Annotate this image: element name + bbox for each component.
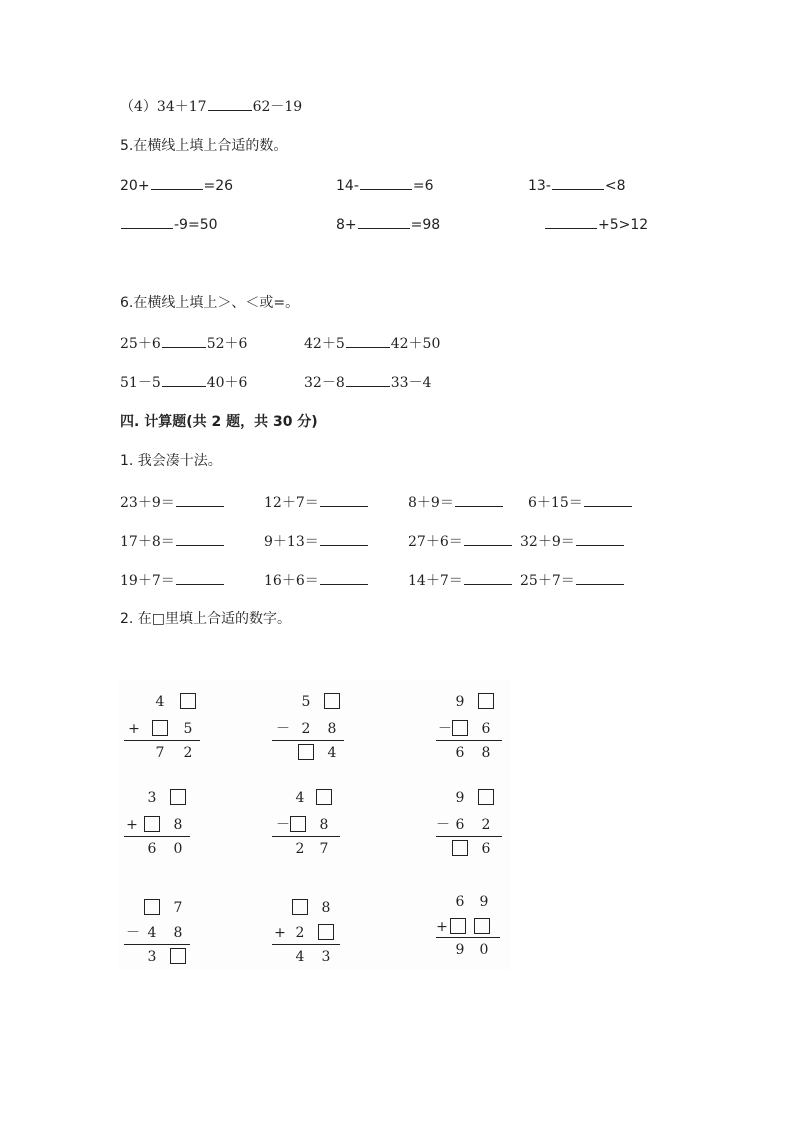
section-5-title: 5.在横线上填上合适的数。	[120, 138, 288, 154]
answer-blank[interactable]	[346, 373, 390, 387]
left-expression: 25＋6	[120, 336, 161, 352]
left-expression: 51－5	[120, 375, 161, 391]
sum-line	[436, 836, 502, 837]
section-6-title: 6.在横线上填上＞、＜或=。	[120, 295, 300, 311]
digit: 0	[479, 942, 489, 958]
operator: +	[128, 721, 140, 737]
answer-box[interactable]	[324, 693, 340, 709]
sum-line	[436, 937, 500, 938]
fill-item	[336, 176, 434, 195]
digit: 6	[455, 894, 465, 910]
part-4-title: 四. 计算题(共 2 题，共 30 分)	[120, 414, 318, 430]
fill-item	[120, 176, 233, 195]
digit: 6	[455, 745, 465, 761]
calc-item	[120, 492, 225, 512]
digit: 4	[295, 790, 305, 806]
digit: 5	[183, 721, 193, 737]
digit: 7	[319, 841, 329, 857]
compare-item	[304, 373, 431, 392]
answer-blank[interactable]	[358, 215, 410, 229]
digit: 2	[301, 721, 311, 737]
answer-box[interactable]	[290, 816, 306, 832]
expression: 6＋15＝	[528, 495, 583, 511]
answer-box[interactable]	[152, 720, 168, 736]
vertical-problem	[124, 786, 200, 866]
prefix: 13-	[528, 178, 551, 194]
answer-blank[interactable]	[576, 532, 624, 546]
vertical-problem	[124, 690, 200, 770]
answer-blank[interactable]	[121, 215, 173, 229]
left-expression: 42＋5	[304, 336, 345, 352]
suffix: -9=50	[174, 217, 218, 233]
operator: －	[438, 721, 452, 737]
answer-blank[interactable]	[176, 493, 224, 507]
digit: 2	[183, 745, 193, 761]
answer-blank[interactable]	[455, 493, 503, 507]
operator: －	[436, 817, 450, 833]
sum-line	[272, 836, 340, 837]
answer-box[interactable]	[298, 744, 314, 760]
answer-box[interactable]	[318, 924, 334, 940]
vertical-problem	[272, 786, 348, 866]
answer-blank[interactable]	[360, 176, 412, 190]
answer-box[interactable]	[170, 948, 186, 964]
sum-line	[124, 944, 190, 945]
answer-blank[interactable]	[552, 176, 604, 190]
digit: 3	[147, 790, 157, 806]
answer-blank[interactable]	[162, 373, 206, 387]
vertical-problem	[436, 786, 512, 866]
prefix: 14-	[336, 178, 359, 194]
answer-blank[interactable]	[162, 334, 206, 348]
expression: 19＋7＝	[120, 573, 175, 589]
right-expression: 62－19	[252, 99, 303, 115]
digit: 6	[481, 841, 491, 857]
calc-1-title: 1. 我会凑十法。	[120, 453, 222, 469]
vertical-problem	[436, 890, 512, 970]
sum-line	[124, 836, 190, 837]
suffix: =6	[412, 178, 434, 194]
answer-blank[interactable]	[464, 532, 512, 546]
digit: 2	[295, 841, 305, 857]
digit: 0	[173, 841, 183, 857]
answer-blank[interactable]	[464, 571, 512, 585]
digit: 3	[321, 949, 331, 965]
sum-line	[124, 740, 200, 741]
compare-item	[120, 334, 247, 353]
answer-blank[interactable]	[208, 97, 252, 111]
calc-item	[408, 570, 513, 590]
expression: 8＋9＝	[408, 495, 454, 511]
right-expression: 42＋50	[390, 336, 441, 352]
sum-line	[436, 740, 502, 741]
fill-item	[544, 215, 648, 234]
digit: 4	[327, 745, 337, 761]
digit: 5	[301, 694, 311, 710]
operator: －	[276, 817, 290, 833]
right-expression: 40＋6	[206, 375, 248, 391]
calc-item	[408, 531, 513, 551]
answer-box[interactable]	[452, 720, 468, 736]
answer-blank[interactable]	[320, 493, 368, 507]
digit: 4	[147, 925, 157, 941]
calc-item	[528, 492, 633, 512]
digit: 8	[173, 925, 183, 941]
digit: 9	[455, 694, 465, 710]
answer-blank[interactable]	[584, 493, 632, 507]
compare-item	[120, 373, 247, 392]
digit: 8	[321, 900, 331, 916]
answer-blank[interactable]	[320, 532, 368, 546]
answer-box[interactable]	[474, 918, 490, 934]
answer-box[interactable]	[144, 816, 160, 832]
operator: +	[274, 925, 286, 941]
right-expression: 33－4	[390, 375, 432, 391]
digit: 7	[173, 900, 183, 916]
digit: 9	[479, 894, 489, 910]
digit: 8	[319, 817, 329, 833]
calc-item	[264, 492, 369, 512]
calc-item	[520, 531, 625, 551]
prefix: 8+	[336, 217, 357, 233]
answer-box[interactable]	[180, 693, 196, 709]
operator: －	[126, 925, 140, 941]
answer-blank[interactable]	[151, 176, 203, 190]
suffix: =98	[410, 217, 441, 233]
expression: 12＋7＝	[264, 495, 319, 511]
vertical-problem	[436, 690, 512, 770]
fill-item	[528, 176, 626, 195]
answer-blank[interactable]	[346, 334, 390, 348]
vertical-problem	[124, 896, 200, 976]
answer-box[interactable]	[144, 899, 160, 915]
fill-item	[336, 215, 440, 234]
calc-2-title: 2. 在□里填上合适的数字。	[120, 611, 292, 627]
operator: +	[126, 817, 138, 833]
digit: 8	[481, 745, 491, 761]
digit: 6	[147, 841, 157, 857]
expression: 16＋6＝	[264, 573, 319, 589]
operator: －	[276, 721, 290, 737]
expression: 14＋7＝	[408, 573, 463, 589]
sum-line	[272, 740, 344, 741]
answer-blank[interactable]	[176, 571, 224, 585]
calc-item	[264, 570, 369, 590]
answer-blank[interactable]	[576, 571, 624, 585]
q4-item	[120, 97, 302, 116]
digit: 8	[173, 817, 183, 833]
digit: 6	[481, 721, 491, 737]
answer-box[interactable]	[170, 789, 186, 805]
answer-blank[interactable]	[176, 532, 224, 546]
prefix: 20+	[120, 178, 150, 194]
calc-item	[408, 492, 504, 512]
expression: 17＋8＝	[120, 534, 175, 550]
answer-box[interactable]	[452, 840, 468, 856]
calc-item	[120, 570, 225, 590]
suffix: +5>12	[598, 217, 649, 233]
fill-item	[120, 215, 218, 234]
digit: 7	[155, 745, 165, 761]
answer-box[interactable]	[292, 899, 308, 915]
calc-item	[120, 531, 225, 551]
calc-item	[520, 570, 625, 590]
expression: 27＋6＝	[408, 534, 463, 550]
expression: 32＋9＝	[520, 534, 575, 550]
item-number: （4）	[120, 99, 157, 115]
compare-item	[304, 334, 440, 353]
digit: 4	[295, 949, 305, 965]
answer-box[interactable]	[450, 918, 466, 934]
expression: 9＋13＝	[264, 534, 319, 550]
digit: 9	[455, 942, 465, 958]
digit: 8	[327, 721, 337, 737]
calc-item	[264, 531, 369, 551]
suffix: <8	[604, 178, 626, 194]
sum-line	[272, 944, 340, 945]
digit: 3	[147, 949, 157, 965]
digit: 9	[455, 790, 465, 806]
expression: 23＋9＝	[120, 495, 175, 511]
vertical-problem	[272, 896, 348, 976]
answer-box[interactable]	[478, 693, 494, 709]
digit: 6	[455, 817, 465, 833]
left-expression: 34＋17	[156, 99, 207, 115]
answer-blank[interactable]	[545, 215, 597, 229]
operator: +	[436, 919, 448, 935]
vertical-problem	[272, 690, 348, 770]
digit: 4	[155, 694, 165, 710]
digit: 2	[481, 817, 491, 833]
right-expression: 52＋6	[206, 336, 248, 352]
answer-box[interactable]	[478, 789, 494, 805]
answer-box[interactable]	[316, 789, 332, 805]
answer-blank[interactable]	[320, 571, 368, 585]
suffix: =26	[203, 178, 234, 194]
left-expression: 32－8	[304, 375, 345, 391]
digit: 2	[295, 925, 305, 941]
expression: 25＋7＝	[520, 573, 575, 589]
